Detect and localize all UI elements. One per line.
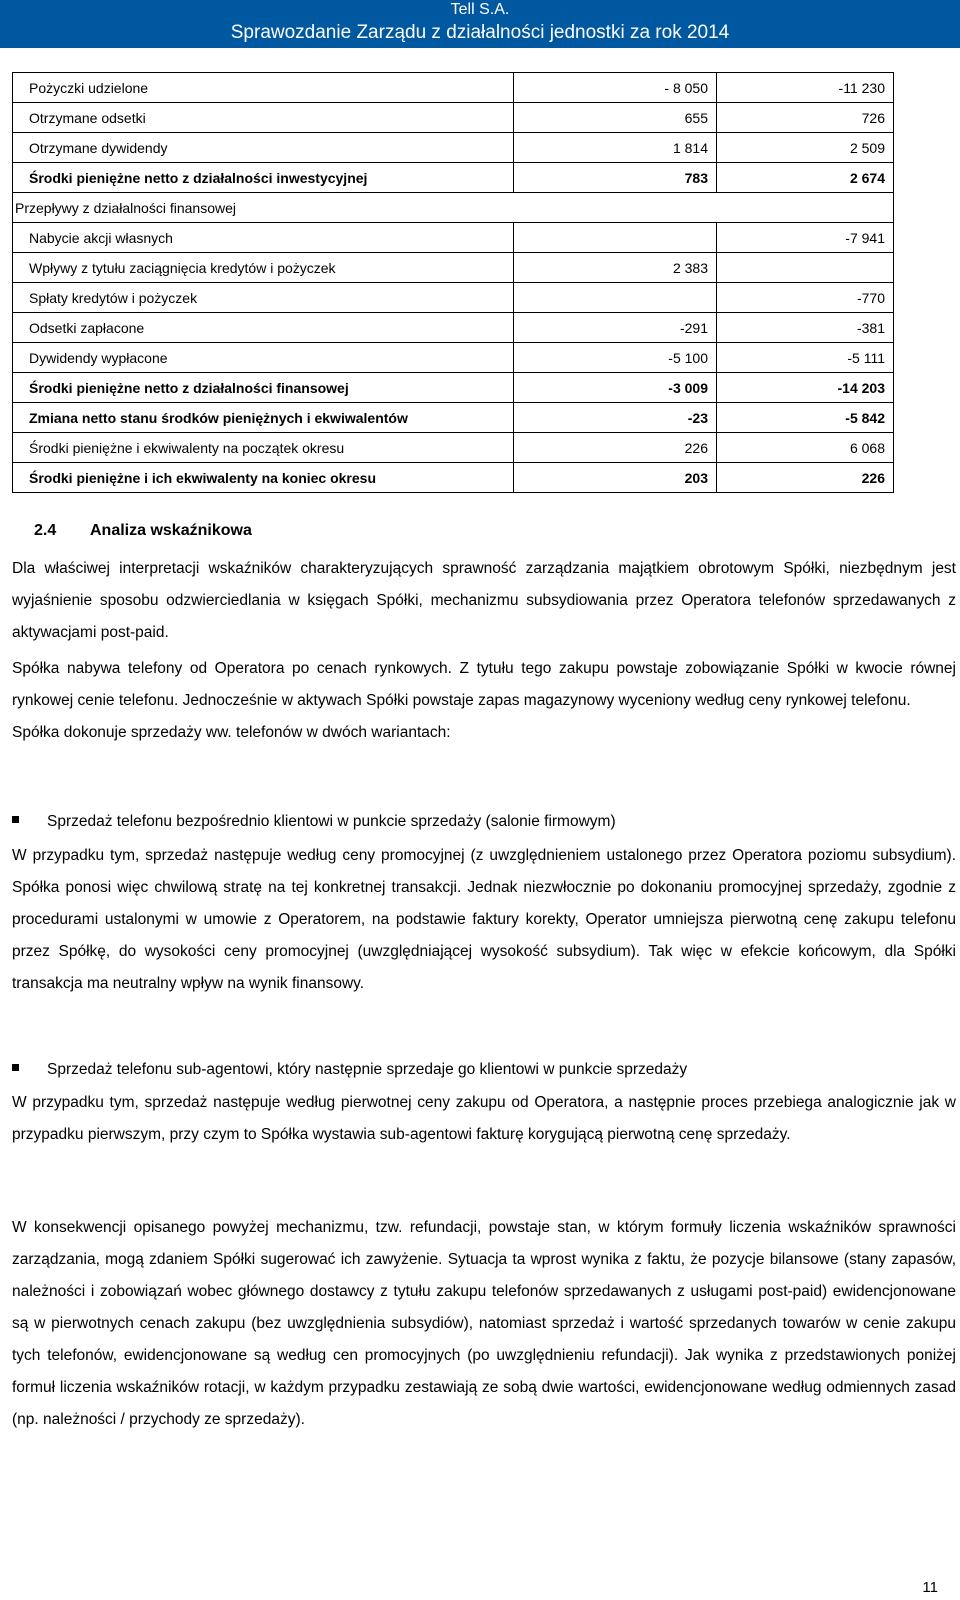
paragraph-3: Spółka dokonuje sprzedaży ww. telefonów w dwóch wariantach: xyxy=(12,724,451,741)
section-number: 2.4 xyxy=(34,522,57,539)
value-2013: -7 941 xyxy=(717,223,894,253)
table-row xyxy=(13,343,894,373)
value-2014: -291 xyxy=(514,313,717,343)
section-heading xyxy=(34,522,252,540)
table-row xyxy=(13,403,894,433)
value-2013: -14 203 xyxy=(717,373,894,403)
paragraph-conclusion xyxy=(12,1212,956,1436)
paragraph-6: W konsekwencji opisanego powyżej mechanizmu, tzw. refundacji, powstaje stan, w którym formuły liczenia wskaźników sprawności zarządzania, mogą zdaniem Spółki sugerować ich zawyżenie. Sytuacja ta wprost wynika z faktu, że pozycje bilansowe (stany zapasów, należności i zobowiązań wobec głównego dostawcy z tytułu zakupu telefonów sprzedawanych z usługami post-paid) ewidencjonowane są w pierwotnych cenach zakupu (bez uwzględnienia subsydiów), natomiast sprzedaż i wartość sprzedanych towarów w cenie zakupu tych telefonów, ewidencjonowane są według cen promocyjnych (po uwzględnieniu refundacji). Jak wynika z przedstawionych poniżej formuł liczenia wskaźników rotacji, w każdym przypadku zestawiają ze sobą dwie wartości, ewidencjonowane według odmiennych zasad (np. należności / przychody ze sprzedaży). xyxy=(12,1219,956,1428)
row-label: Pożyczki udzielone xyxy=(13,73,514,103)
paragraph-intro xyxy=(12,553,956,649)
row-label: Wpływy z tytułu zaciągnięcia kredytów i pożyczek xyxy=(13,253,514,283)
table-row xyxy=(13,373,894,403)
value-2014: 1 814 xyxy=(514,133,717,163)
table-row xyxy=(13,163,894,193)
value-2013: 2 509 xyxy=(717,133,894,163)
row-label: Dywidendy wypłacone xyxy=(13,343,514,373)
paragraph-purchase xyxy=(12,653,956,749)
value-2014 xyxy=(514,223,717,253)
bullet-item-1 xyxy=(12,806,616,838)
table-row xyxy=(13,253,894,283)
table-row xyxy=(13,283,894,313)
value-2013: -11 230 xyxy=(717,73,894,103)
value-2013: -5 842 xyxy=(717,403,894,433)
row-label: Środki pieniężne netto z działalności finansowej xyxy=(13,373,514,403)
value-2014: 783 xyxy=(514,163,717,193)
value-2013: -770 xyxy=(717,283,894,313)
value-2014 xyxy=(514,283,717,313)
value-2014: 2 383 xyxy=(514,253,717,283)
value-2013: -5 111 xyxy=(717,343,894,373)
table-row xyxy=(13,133,894,163)
row-label: Odsetki zapłacone xyxy=(13,313,514,343)
bullet-square-icon xyxy=(12,816,19,823)
row-label: Środki pieniężne i ich ekwiwalenty na koniec okresu xyxy=(13,463,514,493)
value-2013: 226 xyxy=(717,463,894,493)
page-number: 11 xyxy=(922,1579,938,1596)
table-row xyxy=(13,73,894,103)
section-label: Przepływy z działalności finansowej xyxy=(13,193,894,223)
row-label: Środki pieniężne netto z działalności inwestycyjnej xyxy=(13,163,514,193)
page-header xyxy=(0,0,960,48)
bullet-square-icon xyxy=(12,1064,19,1071)
paragraph-variant-2 xyxy=(12,1087,956,1151)
value-2014: 655 xyxy=(514,103,717,133)
paragraph-4: W przypadku tym, sprzedaż następuje według ceny promocyjnej (z uwzględnieniem ustalonego przez Operatora poziomu subsydium). Spółka ponosi więc chwilową stratę na tej konkretnej transakcji. Jednak niezwłocznie po dokonaniu promocyjnej sprzedaży, zgodnie z procedurami ustalonymi w umowie z Operatorem, na podstawie faktury korekty, Operator umniejsza pierwotną cenę zakupu telefonu przez Spółkę, do wysokości ceny promocyjnej (uwzględniającej wysokość subsydium). Tak więc w efekcie końcowym, dla Spółki transakcja ma neutralny wpływ na wynik finansowy. xyxy=(12,847,956,992)
table-section-row xyxy=(13,193,894,223)
bullet-1-text: Sprzedaż telefonu bezpośrednio klientowi w punkcie sprzedaży (salonie firmowym) xyxy=(47,813,616,830)
section-title: Analiza wskaźnikowa xyxy=(90,522,252,539)
table-row xyxy=(13,223,894,253)
row-label: Zmiana netto stanu środków pieniężnych i ekwiwalentów xyxy=(13,403,514,433)
value-2013: 726 xyxy=(717,103,894,133)
company-name: Tell S.A. xyxy=(450,1,510,18)
table-row xyxy=(13,313,894,343)
paragraph-variant-1 xyxy=(12,840,956,1000)
row-label: Nabycie akcji własnych xyxy=(13,223,514,253)
value-2013: 6 068 xyxy=(717,433,894,463)
value-2014: -5 100 xyxy=(514,343,717,373)
row-label: Otrzymane odsetki xyxy=(13,103,514,133)
table-row xyxy=(13,103,894,133)
table-row xyxy=(13,433,894,463)
table-row xyxy=(13,463,894,493)
row-label: Otrzymane dywidendy xyxy=(13,133,514,163)
bullet-item-2 xyxy=(12,1054,687,1086)
report-title: Sprawozdanie Zarządu z działalności jednostki za rok 2014 xyxy=(230,22,730,43)
value-2014: -3 009 xyxy=(514,373,717,403)
paragraph-1: Dla właściwej interpretacji wskaźników charakteryzujących sprawność zarządzania majątkiem obrotowym Spółki, niezbędnym jest wyjaśnienie sposobu odzwierciedlania w księgach Spółki, mechanizmu subsydiowania przez Operatora telefonów sprzedawanych z aktywacjami post-paid. xyxy=(12,560,956,641)
paragraph-5: W przypadku tym, sprzedaż następuje według pierwotnej ceny zakupu od Operatora, a następnie proces przebiega analogicznie jak w przypadku pierwszym, przy czym to Spółka wystawia sub-agentowi fakturę korygującą pierwotną cenę sprzedaży. xyxy=(12,1094,956,1143)
paragraph-2: Spółka nabywa telefony od Operatora po cenach rynkowych. Z tytułu tego zakupu powstaje zobowiązanie Spółki w kwocie równej rynkowej cenie telefonu. Jednocześnie w aktywach Spółki powstaje zapas magazynowy wyceniony według ceny rynkowej telefonu. xyxy=(12,660,956,709)
value-2013: 2 674 xyxy=(717,163,894,193)
value-2014: - 8 050 xyxy=(514,73,717,103)
cashflow-table xyxy=(12,72,894,493)
value-2014: -23 xyxy=(514,403,717,433)
value-2014: 226 xyxy=(514,433,717,463)
value-2013: -381 xyxy=(717,313,894,343)
row-label: Środki pieniężne i ekwiwalenty na początek okresu xyxy=(13,433,514,463)
row-label: Spłaty kredytów i pożyczek xyxy=(13,283,514,313)
value-2014: 203 xyxy=(514,463,717,493)
value-2013 xyxy=(717,253,894,283)
bullet-2-text: Sprzedaż telefonu sub-agentowi, który następnie sprzedaje go klientowi w punkcie sprzedaży xyxy=(47,1061,688,1078)
